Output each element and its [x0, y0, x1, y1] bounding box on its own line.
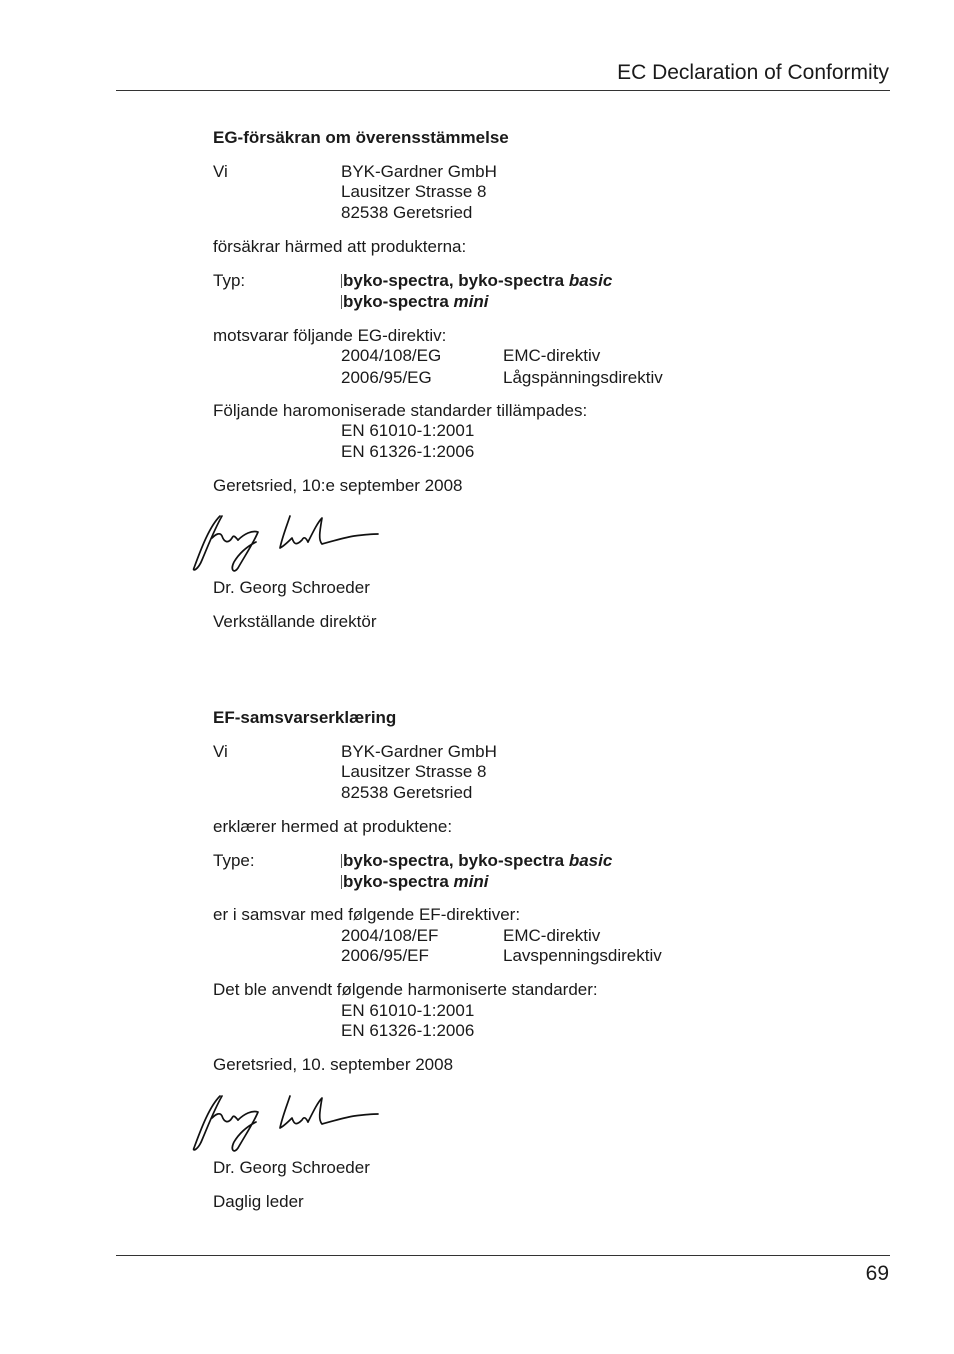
bullet-mark	[341, 875, 342, 889]
directive-code: 2006/95/EF	[341, 946, 429, 965]
product-line	[341, 291, 489, 312]
product-variant: basic	[568, 851, 613, 870]
product-name: byko-spectra, byko-spectra	[343, 851, 569, 870]
product-name: byko-spectra	[343, 292, 454, 311]
signatory-name: Dr. Georg Schroeder	[213, 578, 370, 597]
company-street: Lausitzer Strasse 8	[341, 762, 487, 781]
company-name: BYK-Gardner GmbH	[341, 742, 497, 761]
signatory-position: Daglig leder	[213, 1192, 304, 1211]
directive-code: 2004/108/EG	[341, 346, 442, 365]
we-label: Vi	[213, 162, 228, 181]
product-line	[341, 850, 612, 871]
directives-intro: motsvarar följande EG-direktiv:	[213, 326, 447, 345]
footer-divider	[116, 1255, 890, 1256]
type-label: Type:	[213, 851, 255, 870]
directive-name: EMC-direktiv	[503, 346, 601, 365]
directive-code: 2006/95/EG	[341, 368, 432, 387]
product-line	[341, 270, 612, 291]
directive-name: EMC-direktiv	[503, 926, 601, 945]
product-variant: mini	[453, 292, 489, 311]
product-name: byko-spectra, byko-spectra	[343, 271, 569, 290]
product-name: byko-spectra	[343, 872, 454, 891]
type-label: Typ:	[213, 271, 246, 290]
standard-item: EN 61326-1:2006	[341, 1021, 475, 1040]
intro-text: erklærer hermed at produktene:	[213, 817, 453, 836]
standards-intro: Det ble anvendt følgende harmoniserte standarder:	[213, 980, 598, 999]
place-date: Geretsried, 10. september 2008	[213, 1055, 454, 1074]
header-divider	[116, 90, 890, 91]
intro-text: försäkrar härmed att produkterna:	[213, 237, 467, 256]
signatory-position: Verkställande direktör	[213, 612, 377, 631]
company-city: 82538 Geretsried	[341, 783, 473, 802]
directives-intro: er i samsvar med følgende EF-direktiver:	[213, 905, 521, 924]
we-label: Vi	[213, 742, 228, 761]
signature-image	[192, 1088, 382, 1154]
product-line	[341, 871, 489, 892]
directive-name: Lavspenningsdirektiv	[503, 946, 662, 965]
directive-name: Lågspänningsdirektiv	[503, 368, 663, 387]
standard-item: EN 61010-1:2001	[341, 421, 475, 440]
bullet-mark	[341, 274, 342, 288]
company-street: Lausitzer Strasse 8	[341, 182, 487, 201]
standards-intro: Följande haromoniserade standarder tillämpades:	[213, 401, 588, 420]
page-number: 69	[865, 1262, 889, 1285]
standard-item: EN 61326-1:2006	[341, 442, 475, 461]
directive-code: 2004/108/EF	[341, 926, 439, 945]
page-header-title: EC Declaration of Conformity	[617, 61, 889, 84]
product-variant: basic	[568, 271, 613, 290]
standard-item: EN 61010-1:2001	[341, 1001, 475, 1020]
company-name: BYK-Gardner GmbH	[341, 162, 497, 181]
section-heading: EG-försäkran om överensstämmelse	[213, 128, 509, 147]
place-date: Geretsried, 10:e september 2008	[213, 476, 463, 495]
company-city: 82538 Geretsried	[341, 203, 473, 222]
signatory-name: Dr. Georg Schroeder	[213, 1158, 370, 1177]
bullet-mark	[341, 295, 342, 309]
product-variant: mini	[453, 872, 489, 891]
signature-image	[192, 508, 382, 574]
section-heading: EF-samsvarserklæring	[213, 708, 397, 727]
bullet-mark	[341, 854, 342, 868]
